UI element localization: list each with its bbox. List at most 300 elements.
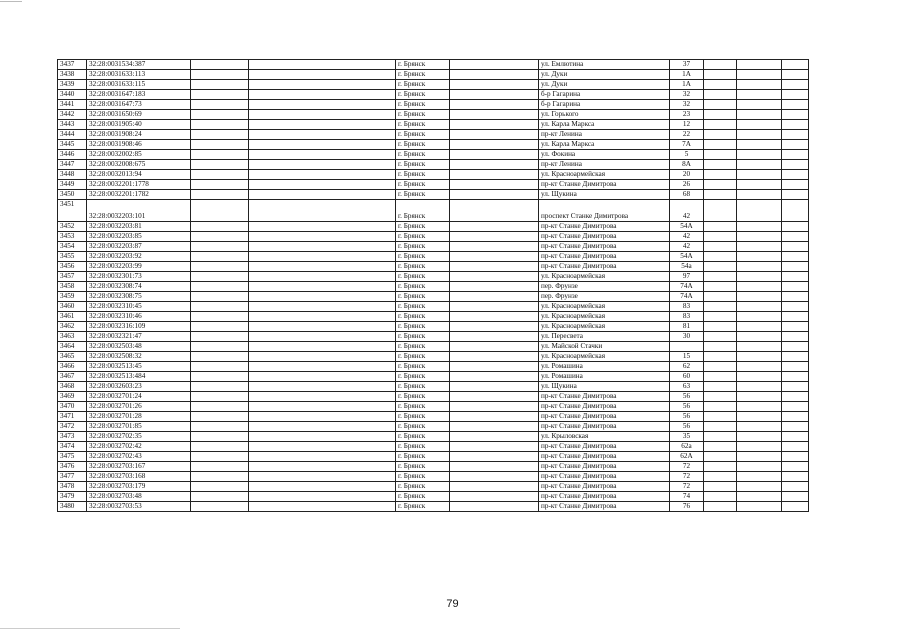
house-number-cell: 56	[670, 392, 704, 402]
empty-cell	[737, 120, 782, 130]
cadastral-number-cell: 32:28:0032203:81	[87, 222, 191, 232]
cadastral-number-cell: 32:28:0031633:113	[87, 70, 191, 80]
empty-cell	[737, 412, 782, 422]
empty-cell	[249, 452, 396, 462]
empty-cell	[450, 190, 539, 200]
table-row	[58, 252, 809, 262]
house-number-cell: 1А	[670, 70, 704, 80]
empty-cell	[191, 120, 249, 130]
empty-cell	[737, 422, 782, 432]
city-cell: г. Брянск	[396, 382, 450, 392]
cadastral-number-cell: 32:28:0032701:85	[87, 422, 191, 432]
row-number-cell: 3464	[58, 342, 87, 352]
house-number-cell: 63	[670, 382, 704, 392]
empty-cell	[249, 462, 396, 472]
empty-cell	[704, 432, 737, 442]
table-row	[58, 362, 809, 372]
empty-cell	[782, 180, 809, 190]
empty-cell	[450, 70, 539, 80]
empty-cell	[191, 462, 249, 472]
city-cell: г. Брянск	[396, 292, 450, 302]
row-number-cell: 3467	[58, 372, 87, 382]
street-cell: пр-кт Станке Димитрова	[539, 462, 670, 472]
street-cell: ул. Карла Маркса	[539, 120, 670, 130]
empty-cell	[782, 442, 809, 452]
city-cell: г. Брянск	[396, 332, 450, 342]
city-cell: г. Брянск	[396, 150, 450, 160]
empty-cell	[782, 60, 809, 70]
empty-cell	[782, 222, 809, 232]
empty-cell	[450, 482, 539, 492]
cadastral-number-cell: 32:28:0032513:484	[87, 372, 191, 382]
house-number-cell: 8А	[670, 160, 704, 170]
cadastral-number-cell: 32:28:0031534:387	[87, 60, 191, 70]
city-cell: г. Брянск	[396, 60, 450, 70]
city-cell: г. Брянск	[396, 462, 450, 472]
cadastral-number-cell: 32:28:0032203:92	[87, 252, 191, 262]
empty-cell	[704, 312, 737, 322]
city-cell: г. Брянск	[396, 120, 450, 130]
row-number-cell: 3451	[58, 200, 87, 222]
cadastral-number-cell: 32:28:0032308:75	[87, 292, 191, 302]
empty-cell	[249, 392, 396, 402]
table-row	[58, 372, 809, 382]
row-number-cell: 3466	[58, 362, 87, 372]
empty-cell	[737, 492, 782, 502]
empty-cell	[782, 190, 809, 200]
empty-cell	[249, 502, 396, 512]
empty-cell	[191, 402, 249, 412]
cadastral-number-cell: 32:28:0032702:42	[87, 442, 191, 452]
house-number-cell: 83	[670, 312, 704, 322]
empty-cell	[249, 342, 396, 352]
cadastral-number-cell: 32:28:0032203:87	[87, 242, 191, 252]
empty-cell	[450, 160, 539, 170]
empty-cell	[737, 322, 782, 332]
city-cell: г. Брянск	[396, 110, 450, 120]
street-cell: ул. Красноармейская	[539, 302, 670, 312]
house-number-cell: 97	[670, 272, 704, 282]
empty-cell	[782, 242, 809, 252]
street-cell: проспект Станке Димитрова	[539, 200, 670, 222]
street-cell: ул. Фокина	[539, 150, 670, 160]
empty-cell	[704, 322, 737, 332]
table-row	[58, 502, 809, 512]
empty-cell	[249, 140, 396, 150]
empty-cell	[782, 322, 809, 332]
empty-cell	[249, 362, 396, 372]
city-cell: г. Брянск	[396, 432, 450, 442]
empty-cell	[704, 140, 737, 150]
empty-cell	[249, 232, 396, 242]
table-row	[58, 342, 809, 352]
row-number-cell: 3448	[58, 170, 87, 180]
empty-cell	[704, 180, 737, 190]
empty-cell	[450, 462, 539, 472]
empty-cell	[191, 362, 249, 372]
empty-cell	[191, 412, 249, 422]
cadastral-number-cell: 32:28:0032203:99	[87, 262, 191, 272]
empty-cell	[191, 242, 249, 252]
empty-cell	[704, 110, 737, 120]
house-number-cell: 62а	[670, 442, 704, 452]
empty-cell	[191, 160, 249, 170]
empty-cell	[450, 200, 539, 222]
street-cell: пр-кт Станке Димитрова	[539, 472, 670, 482]
row-number-cell: 3449	[58, 180, 87, 190]
empty-cell	[737, 392, 782, 402]
city-cell: г. Брянск	[396, 190, 450, 200]
empty-cell	[450, 312, 539, 322]
cadastral-number-cell: 32:28:0032701:28	[87, 412, 191, 422]
table-row	[58, 312, 809, 322]
street-cell: пр-кт Станке Димитрова	[539, 232, 670, 242]
table-row	[58, 90, 809, 100]
city-cell: г. Брянск	[396, 252, 450, 262]
empty-cell	[249, 372, 396, 382]
empty-cell	[737, 110, 782, 120]
empty-cell	[191, 200, 249, 222]
city-cell: г. Брянск	[396, 200, 450, 222]
empty-cell	[450, 492, 539, 502]
empty-cell	[191, 100, 249, 110]
empty-cell	[782, 382, 809, 392]
cadastral-number-cell: 32:28:0032321:47	[87, 332, 191, 342]
house-number-cell: 72	[670, 462, 704, 472]
row-number-cell: 3457	[58, 272, 87, 282]
empty-cell	[782, 492, 809, 502]
empty-cell	[191, 312, 249, 322]
empty-cell	[191, 372, 249, 382]
empty-cell	[782, 402, 809, 412]
table-row	[58, 482, 809, 492]
street-cell: пр-кт Станке Димитрова	[539, 412, 670, 422]
street-cell: пр-кт Ленина	[539, 160, 670, 170]
empty-cell	[737, 80, 782, 90]
empty-cell	[249, 432, 396, 442]
city-cell: г. Брянск	[396, 452, 450, 462]
empty-cell	[191, 232, 249, 242]
empty-cell	[704, 232, 737, 242]
row-number-cell: 3453	[58, 232, 87, 242]
empty-cell	[782, 150, 809, 160]
empty-cell	[450, 130, 539, 140]
table-row	[58, 392, 809, 402]
empty-cell	[782, 452, 809, 462]
empty-cell	[782, 482, 809, 492]
city-cell: г. Брянск	[396, 170, 450, 180]
street-cell: ул. Ромашина	[539, 372, 670, 382]
city-cell: г. Брянск	[396, 502, 450, 512]
empty-cell	[249, 332, 396, 342]
empty-cell	[249, 312, 396, 322]
empty-cell	[450, 412, 539, 422]
empty-cell	[249, 100, 396, 110]
table-row	[58, 322, 809, 332]
empty-cell	[737, 90, 782, 100]
empty-cell	[704, 90, 737, 100]
table-row	[58, 190, 809, 200]
house-number-cell: 74А	[670, 292, 704, 302]
empty-cell	[782, 170, 809, 180]
empty-cell	[782, 262, 809, 272]
cadastral-number-cell: 32:28:0032703:48	[87, 492, 191, 502]
empty-cell	[450, 282, 539, 292]
empty-cell	[249, 160, 396, 170]
empty-cell	[249, 170, 396, 180]
empty-cell	[704, 130, 737, 140]
city-cell: г. Брянск	[396, 372, 450, 382]
empty-cell	[450, 80, 539, 90]
empty-cell	[249, 222, 396, 232]
table-row	[58, 60, 809, 70]
house-number-cell: 56	[670, 422, 704, 432]
empty-cell	[782, 372, 809, 382]
empty-cell	[191, 252, 249, 262]
cadastral-number-cell: 32:28:0032316:109	[87, 322, 191, 332]
cadastral-number-cell: 32:28:0031905:40	[87, 120, 191, 130]
empty-cell	[191, 292, 249, 302]
street-cell: ул. Дуки	[539, 70, 670, 80]
house-number-cell: 72	[670, 472, 704, 482]
empty-cell	[704, 60, 737, 70]
empty-cell	[737, 190, 782, 200]
empty-cell	[737, 302, 782, 312]
row-number-cell: 3474	[58, 442, 87, 452]
street-cell: пр-кт Станке Димитрова	[539, 262, 670, 272]
row-number-cell: 3459	[58, 292, 87, 302]
house-number-cell: 54А	[670, 252, 704, 262]
empty-cell	[782, 422, 809, 432]
empty-cell	[191, 472, 249, 482]
street-cell: ул. Красноармейская	[539, 272, 670, 282]
row-number-cell: 3471	[58, 412, 87, 422]
empty-cell	[704, 272, 737, 282]
empty-cell	[704, 70, 737, 80]
empty-cell	[450, 232, 539, 242]
table-row	[58, 170, 809, 180]
cadastral-number-cell: 32:28:0032513:45	[87, 362, 191, 372]
house-number-cell: 12	[670, 120, 704, 130]
empty-cell	[782, 282, 809, 292]
cadastral-number-cell: 32:28:0032002:85	[87, 150, 191, 160]
house-number-cell	[670, 342, 704, 352]
empty-cell	[704, 302, 737, 312]
empty-cell	[249, 412, 396, 422]
empty-cell	[450, 472, 539, 482]
table-row	[58, 80, 809, 90]
row-number-cell: 3470	[58, 402, 87, 412]
empty-cell	[782, 160, 809, 170]
table-row	[58, 352, 809, 362]
empty-cell	[704, 412, 737, 422]
table-row	[58, 412, 809, 422]
empty-cell	[782, 100, 809, 110]
empty-cell	[191, 492, 249, 502]
city-cell: г. Брянск	[396, 140, 450, 150]
row-number-cell: 3469	[58, 392, 87, 402]
empty-cell	[191, 282, 249, 292]
city-cell: г. Брянск	[396, 232, 450, 242]
row-number-cell: 3476	[58, 462, 87, 472]
empty-cell	[450, 392, 539, 402]
house-number-cell: 54А	[670, 222, 704, 232]
house-number-cell: 42	[670, 232, 704, 242]
table-row	[58, 100, 809, 110]
city-cell: г. Брянск	[396, 482, 450, 492]
empty-cell	[249, 402, 396, 412]
row-number-cell: 3479	[58, 492, 87, 502]
row-number-cell: 3460	[58, 302, 87, 312]
empty-cell	[249, 352, 396, 362]
cadastral-number-cell: 32:28:0032503:48	[87, 342, 191, 352]
house-number-cell: 68	[670, 190, 704, 200]
empty-cell	[704, 262, 737, 272]
empty-cell	[249, 190, 396, 200]
empty-cell	[737, 442, 782, 452]
table-row	[58, 180, 809, 190]
empty-cell	[191, 272, 249, 282]
row-number-cell: 3454	[58, 242, 87, 252]
city-cell: г. Брянск	[396, 242, 450, 252]
empty-cell	[450, 452, 539, 462]
empty-cell	[450, 222, 539, 232]
empty-cell	[782, 462, 809, 472]
city-cell: г. Брянск	[396, 262, 450, 272]
house-number-cell: 54а	[670, 262, 704, 272]
empty-cell	[450, 100, 539, 110]
empty-cell	[782, 362, 809, 372]
city-cell: г. Брянск	[396, 272, 450, 282]
row-number-cell: 3447	[58, 160, 87, 170]
empty-cell	[249, 150, 396, 160]
house-number-cell: 20	[670, 170, 704, 180]
row-number-cell: 3456	[58, 262, 87, 272]
empty-cell	[704, 502, 737, 512]
house-number-cell: 60	[670, 372, 704, 382]
empty-cell	[782, 412, 809, 422]
empty-cell	[191, 302, 249, 312]
empty-cell	[450, 90, 539, 100]
street-cell: ул. Красноармейская	[539, 170, 670, 180]
house-number-cell: 1А	[670, 80, 704, 90]
empty-cell	[450, 60, 539, 70]
empty-cell	[782, 502, 809, 512]
empty-cell	[450, 120, 539, 130]
scan-edge-mark	[0, 1, 22, 2]
empty-cell	[249, 272, 396, 282]
row-number-cell: 3441	[58, 100, 87, 110]
empty-cell	[782, 140, 809, 150]
house-number-cell: 83	[670, 302, 704, 312]
empty-cell	[737, 150, 782, 160]
cadastral-number-cell: 32:28:0032201:1782	[87, 190, 191, 200]
table-row	[58, 232, 809, 242]
empty-cell	[737, 292, 782, 302]
cadastral-number-cell: 32:28:0032203:85	[87, 232, 191, 242]
empty-cell	[737, 372, 782, 382]
street-cell: пр-кт Станке Димитрова	[539, 222, 670, 232]
row-number-cell: 3444	[58, 130, 87, 140]
empty-cell	[191, 180, 249, 190]
empty-cell	[450, 402, 539, 412]
row-number-cell: 3437	[58, 60, 87, 70]
empty-cell	[191, 60, 249, 70]
house-number-cell: 62	[670, 362, 704, 372]
city-cell: г. Брянск	[396, 492, 450, 502]
empty-cell	[191, 352, 249, 362]
cadastral-number-cell: 32:28:0032301:73	[87, 272, 191, 282]
row-number-cell: 3445	[58, 140, 87, 150]
city-cell: г. Брянск	[396, 342, 450, 352]
city-cell: г. Брянск	[396, 312, 450, 322]
house-number-cell: 30	[670, 332, 704, 342]
row-number-cell: 3480	[58, 502, 87, 512]
empty-cell	[191, 382, 249, 392]
empty-cell	[191, 190, 249, 200]
table-row	[58, 382, 809, 392]
empty-cell	[249, 282, 396, 292]
street-cell: б-р Гагарина	[539, 100, 670, 110]
cadastral-number-cell: 32:28:0032701:26	[87, 402, 191, 412]
empty-cell	[450, 442, 539, 452]
city-cell: г. Брянск	[396, 90, 450, 100]
city-cell: г. Брянск	[396, 80, 450, 90]
city-cell: г. Брянск	[396, 282, 450, 292]
empty-cell	[249, 302, 396, 312]
empty-cell	[737, 140, 782, 150]
empty-cell	[450, 422, 539, 432]
street-cell: пр-кт Станке Димитрова	[539, 392, 670, 402]
table-row	[58, 292, 809, 302]
city-cell: г. Брянск	[396, 362, 450, 372]
empty-cell	[704, 292, 737, 302]
street-cell: пр-кт Станке Димитрова	[539, 180, 670, 190]
row-number-cell: 3439	[58, 80, 87, 90]
empty-cell	[450, 292, 539, 302]
empty-cell	[249, 70, 396, 80]
empty-cell	[704, 402, 737, 412]
street-cell: ул. Дуки	[539, 80, 670, 90]
empty-cell	[191, 80, 249, 90]
scan-edge-mark	[0, 628, 180, 629]
empty-cell	[249, 60, 396, 70]
empty-cell	[737, 342, 782, 352]
row-number-cell: 3473	[58, 432, 87, 442]
empty-cell	[704, 472, 737, 482]
row-number-cell: 3475	[58, 452, 87, 462]
cadastral-number-cell: 32:28:0032701:24	[87, 392, 191, 402]
city-cell: г. Брянск	[396, 472, 450, 482]
empty-cell	[249, 322, 396, 332]
empty-cell	[704, 442, 737, 452]
row-number-cell: 3438	[58, 70, 87, 80]
empty-cell	[704, 382, 737, 392]
house-number-cell: 15	[670, 352, 704, 362]
empty-cell	[191, 432, 249, 442]
city-cell: г. Брянск	[396, 402, 450, 412]
row-number-cell: 3478	[58, 482, 87, 492]
empty-cell	[450, 372, 539, 382]
cadastral-number-cell: 32:28:0032203:101	[87, 200, 191, 222]
street-cell: ул. Майской Стачки	[539, 342, 670, 352]
row-number-cell: 3442	[58, 110, 87, 120]
empty-cell	[737, 402, 782, 412]
street-cell: пр-кт Станке Димитрова	[539, 482, 670, 492]
city-cell: г. Брянск	[396, 352, 450, 362]
empty-cell	[249, 492, 396, 502]
empty-cell	[704, 282, 737, 292]
